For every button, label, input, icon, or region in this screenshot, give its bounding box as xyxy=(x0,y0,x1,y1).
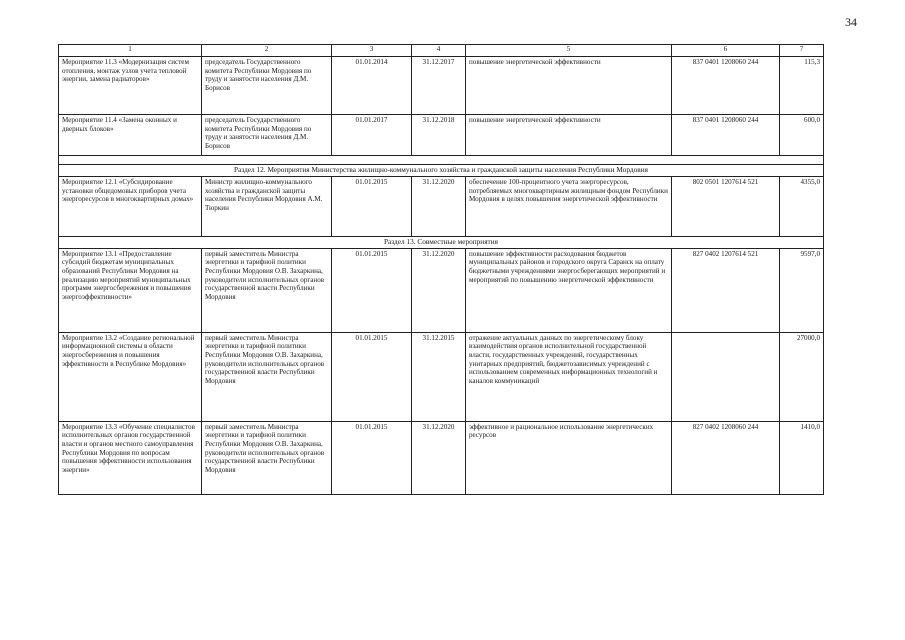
spacer-cell xyxy=(59,156,824,165)
amount-cell: 4355,0 xyxy=(780,176,824,236)
start-date-cell: 01.01.2015 xyxy=(332,421,412,494)
budget-code-cell: 827 0402 1208060 244 xyxy=(672,421,780,494)
executor-cell: председатель Государственного комитета Республики Мордовия по труду и занятости населения Д.М. Борисов xyxy=(202,115,332,156)
amount-cell: 27000,0 xyxy=(780,332,824,421)
executor-cell: первый заместитель Министра энергетики и тарифной политики Республики Мордовия О.В. Захаркина, руководители исполнительных органов государственной власти Республики Мордовия xyxy=(202,248,332,332)
end-date-cell: 31.12.2020 xyxy=(412,176,466,236)
amount-cell: 1410,0 xyxy=(780,421,824,494)
result-cell: отражение актуальных данных по энергетическому блоку взаимодействия органов исполнительной государственной власти, государственных учреждений, государственных унитарных предприятий, бюджетозависимых учреждений с использованием современных информационных технологий и каналов коммуникаций xyxy=(466,332,672,421)
amount-cell: 115,3 xyxy=(780,57,824,115)
start-date-cell: 01.01.2015 xyxy=(332,248,412,332)
measure-cell: Мероприятие 11.4 «Замена оконных и дверных блоков» xyxy=(59,115,202,156)
column-number: 6 xyxy=(672,45,780,57)
column-number-row xyxy=(59,45,824,57)
table-row xyxy=(59,421,824,494)
executor-cell: председатель Государственного комитета Республики Мордовия по труду и занятости населения Д.М. Борисов xyxy=(202,57,332,115)
result-cell: повышение энергетической эффективности xyxy=(466,57,672,115)
spacer-row xyxy=(59,156,824,165)
measure-cell: Мероприятие 13.3 «Обучение специалистов исполнительных органов государственной власти и органов местного самоуправления Республики Мордовия по вопросам повышения эффективности использования энергии» xyxy=(59,421,202,494)
column-number: 7 xyxy=(780,45,824,57)
start-date-cell: 01.01.2017 xyxy=(332,115,412,156)
column-number: 1 xyxy=(59,45,202,57)
start-date-cell: 01.01.2015 xyxy=(332,176,412,236)
budget-code-cell: 837 0401 1208060 244 xyxy=(672,57,780,115)
budget-code-cell: 837 0401 1208060 244 xyxy=(672,115,780,156)
table-row xyxy=(59,332,824,421)
budget-code-cell: 802 0501 1207614 521 xyxy=(672,176,780,236)
measure-cell: Мероприятие 12.1 «Субсидирование установки общедомовых приборов учета энергоресурсов в многоквартирных домах» xyxy=(59,176,202,236)
section-title: Раздел 13. Совместные мероприятия xyxy=(59,236,824,248)
budget-code-cell: 827 0402 1207614 521 xyxy=(672,248,780,332)
end-date-cell: 31.12.2017 xyxy=(412,57,466,115)
end-date-cell: 31.12.2015 xyxy=(412,332,466,421)
executor-cell: Министр жилищно-коммунального хозяйства и гражданской защиты населения Республики Мордовия А.М. Тюркин xyxy=(202,176,332,236)
section-header-row xyxy=(59,165,824,177)
executor-cell: первый заместитель Министра энергетики и тарифной политики Республики Мордовия О.В. Захаркина, руководители исполнительных органов государственной власти Республики Мордовия xyxy=(202,421,332,494)
column-number: 2 xyxy=(202,45,332,57)
section-header-row xyxy=(59,236,824,248)
end-date-cell: 31.12.2020 xyxy=(412,421,466,494)
end-date-cell: 31.12.2018 xyxy=(412,115,466,156)
table-row xyxy=(59,57,824,115)
start-date-cell: 01.01.2015 xyxy=(332,332,412,421)
amount-cell: 9597,0 xyxy=(780,248,824,332)
column-number: 4 xyxy=(412,45,466,57)
section-title: Раздел 12. Мероприятия Министерства жилищно-коммунального хозяйства и гражданской защиты населения Республики Мордовия xyxy=(59,165,824,177)
column-number: 3 xyxy=(332,45,412,57)
measures-table xyxy=(58,44,824,495)
table-row xyxy=(59,176,824,236)
end-date-cell: 31.12.2020 xyxy=(412,248,466,332)
executor-cell: первый заместитель Министра энергетики и тарифной политики Республики Мордовия О.В. Захаркина, руководители исполнительных органов государственной власти Республики Мордовия xyxy=(202,332,332,421)
table-row xyxy=(59,115,824,156)
measure-cell: Мероприятие 13.2 «Создание региональной информационной системы в области энергосбережения и повышения эффективности в Республике Мордовия» xyxy=(59,332,202,421)
column-number: 5 xyxy=(466,45,672,57)
result-cell: повышение эффективности расходования бюджетов муниципальных районов и городского округа Саранск на оплату бюджетными учреждениями энергосберегающих мероприятий и мероприятий по повышению энергетической эффективности xyxy=(466,248,672,332)
start-date-cell: 01.01.2014 xyxy=(332,57,412,115)
measure-cell: Мероприятие 11.3 «Модернизация систем отопления, монтаж узлов учета тепловой энергии, замена радиаторов» xyxy=(59,57,202,115)
measure-cell: Мероприятие 13.1 «Предоставление субсидий бюджетам муниципальных образований Республики Мордовия на реализацию мероприятий муниципальных программ энергосбережения и повышения энергоэффективности» xyxy=(59,248,202,332)
result-cell: повышение энергетической эффективности xyxy=(466,115,672,156)
budget-code-cell xyxy=(672,332,780,421)
amount-cell: 600,0 xyxy=(780,115,824,156)
table-row xyxy=(59,248,824,332)
result-cell: эффективное и рациональное использование энергетических ресурсов xyxy=(466,421,672,494)
result-cell: обеспечение 100-процентного учета энергоресурсов, потребляемых многоквартирным жилищным фондом Республики Мордовия в целях повышения энергетической эффективности xyxy=(466,176,672,236)
page-number: 34 xyxy=(845,15,857,29)
